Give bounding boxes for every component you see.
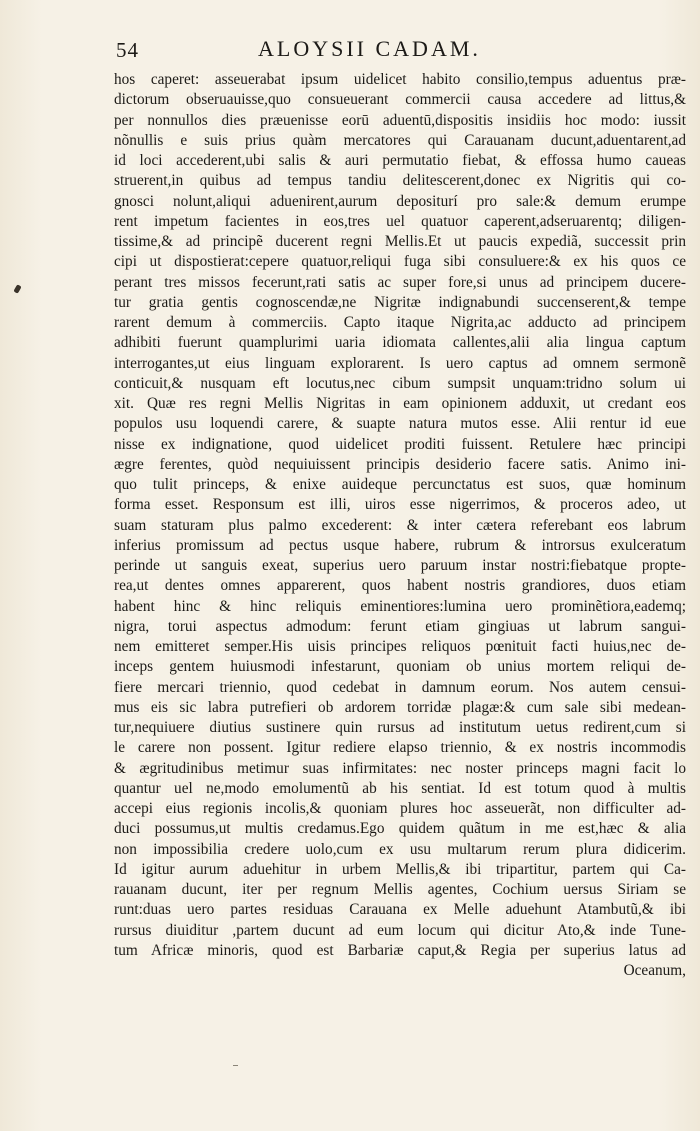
text-line: perant tres missos fecerunt,rati satis ac super fore,si unus ad principem ducere- [114,273,686,291]
text-line: rent impetum facientes in eos,tres uel quatuor caperent,adseruarentq; diligen- [114,212,686,230]
text-line: tissime,& ad principẽ ducerent regni Mellis.Et ut paucis expediã, successit prin [114,233,686,250]
text-line: le carere non possent. Igitur rediere elapso triennio, & ex nostris incommodis [114,739,686,757]
text-line: nisse ex indignatione, quod uidelicet proditi fuissent. Retulere hæc principi [114,435,686,453]
text-line: quo tulit princeps, & enixe auideque percunctatus est suos, quæ hominum [114,476,686,493]
text-line: inceps gentem huiusmodi infestarunt, quoniam ob unius mortem reliqui de- [114,658,686,676]
text-line: Id igitur aurum aduehitur in urbem Mellis,& ibi tripartitur, partem qui Ca- [114,860,686,878]
text-line: suam staturam plus palmo excederent: & inter cætera referebant eos labrum [114,516,686,534]
text-line: quantur uel ne,modo emolumentũ ab his sentiat. Id est totum quod à multis [114,779,686,797]
text-line: nõnullis e suis prius quàm mercatores qui Carauanam ducunt,aduentarent,ad [114,131,686,149]
text-line: populos usu loquendi carere, & suapte natura mutos esse. Alii rentur id eue [114,415,686,433]
text-line: inferius promissum ad pectus usque habere, rubrum & introrsus exulceratum [114,536,686,554]
text-line: gnosci nolunt,aliqui aduenirent,aurum depositurí pro sale:& demum erumpe [114,192,686,210]
text-line: nigra, torui aspectus admodum: ferunt etiam gingiuas ut labrum sangui- [114,617,686,635]
text-line: tur gratia gentis cognoscendæ,ne Nigritæ indignabundi succenserent,& tempe [114,293,686,311]
text-line: accepi eius regionis incolis,& quoniam plures hoc asseuerãt, non difficulter ad- [114,800,686,817]
text-line: per nonnullos dies præuenisse eorū aduentū,dispositis insidiis hoc modo: iussit [114,111,686,129]
text-line: rursus diuiditur ,partem ducunt ad eum locum qui dicitur Ato,& inde Tune- [114,921,686,939]
text-line: forma esset. Responsum est illi, uiros esse nigerrimos, & proceros adeo, ut [114,496,686,514]
text-line: rarent demum à commerciis. Capto itaque Nigrita,ac adducto ad principem [114,314,686,331]
text-line: struerent,in quibus ad tempus tandiu delitescerent,donec ex Nigritis qui co- [114,172,686,190]
text-line: nem emitteret semper.His uisis principes reliquos pœnituit facti huius,nec de- [114,638,686,655]
text-line: dictorum obseruauisse,quo consueuerant commercii causa accedere ad littus,& [114,91,686,109]
text-line: perinde ut sanguis exeat, superius uero paruum instar nostri:fiebatque propte- [114,557,686,574]
text-line: tum Africæ minoris, quod est Barbariæ caput,& Regia per superius latus ad [114,941,686,959]
paper-fleck [233,1065,238,1066]
text-line: id loci accederent,ubi salis & auri permutatio fiebat, & effossa humo caueas [114,152,686,169]
text-line: mus eis sic labra putrefieri ob ardorem torridæ plagæ:& cum sale sibi medean- [114,698,686,716]
text-line: rea,ut dentes omnes apparerent, quos habent nostris grandiores, duos etiam [114,577,686,595]
text-line: conticuit,& nusquam eft locutus,nec cibum sumpsit unquam:tridno solum ui [114,374,686,392]
text-line: rauanam ducunt, iter per regnum Mellis agentes, Cochium uersus Siriam se [114,881,686,898]
text-line: & ægritudinibus metimur suas infirmitates: nec noster princeps magni facit lo [114,759,686,777]
text-line: hos caperet: asseuerabat ipsum uidelicet habito consilio,tempus aduentus præ- [114,71,686,88]
text-line: ægre ferentes, quòd nequiuissent principis desiderio facere satis. Animo ini- [114,455,686,473]
text-line: xit. Quæ res regni Mellis Nigritas in eam opinionem adduxit, ut credant eos [114,395,686,412]
text-line: tur,nequiuere diutius sustinere quin rursus ad institutum uetus redirent,cum si [114,719,686,736]
margin-ink-mark [13,284,21,293]
text-line: runt:duas uero partes residuas Carauana ex Melle aduehunt Atambutũ,& ibi [114,901,686,919]
body-text [114,70,686,981]
running-head: ALOYSII CADAM. [258,36,481,61]
text-line: cipi ut dispostierat:cepere quatuor,reliqui fuga sibi consuluere:& ex his quos ce [114,253,686,271]
text-line: interrogantes,ut eius linguam explorarent. Is uero captus ad omnem sermonẽ [114,354,686,372]
text-line: fiere mercari triennio, quod cedebat in damnum eorum. Nos autem censui- [114,678,686,696]
text-line: non impossibilia credere uolo,cum ex usu multarum rerum plura didicerim. [114,840,686,858]
text-line: duci possumus,ut multis credamus.Ego quidem quãtum in me est,hæc & alia [114,820,686,838]
text-line: habent hinc & hinc reliquis eminentiores:lumina uero prominẽtiora,eademq; [114,597,686,615]
text-line: adhibiti fuerunt quamplurimi uaria idiomata callentes,alii alia lingua captum [114,334,686,352]
page-number: 54 [116,38,139,62]
text-line: Oceanum, [623,962,686,979]
